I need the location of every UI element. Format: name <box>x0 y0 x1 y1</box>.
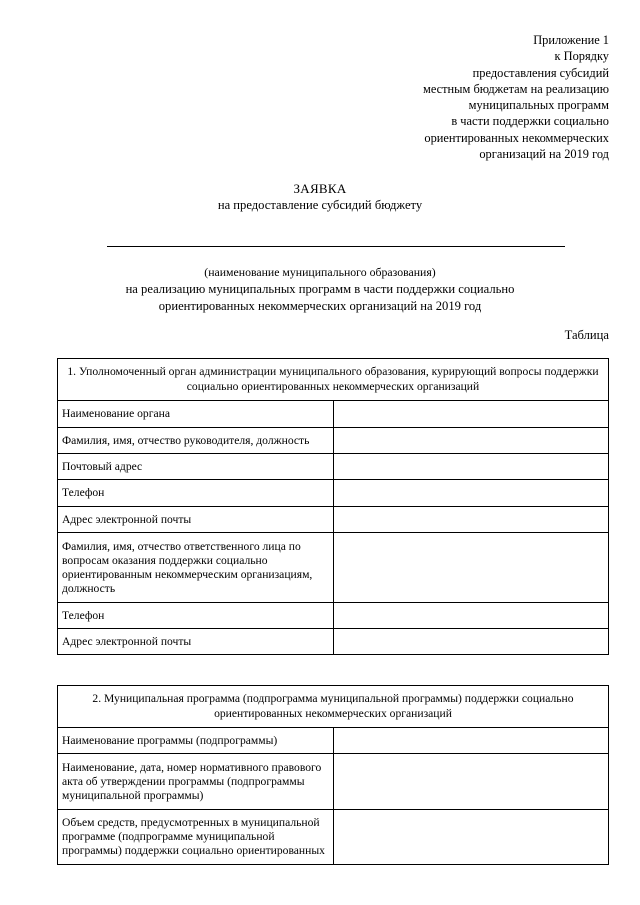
table-row <box>58 629 609 655</box>
table-row <box>58 428 609 454</box>
appendix-line: организаций на 2019 год <box>479 147 609 162</box>
table-row <box>58 480 609 507</box>
row-value-cell[interactable] <box>333 401 609 428</box>
purpose-line: на реализацию муниципальных программ в части поддержки социально <box>125 282 515 296</box>
title-main: ЗАЯВКА <box>293 181 347 196</box>
table-row <box>58 401 609 428</box>
table-row <box>58 533 609 603</box>
table-row <box>58 603 609 629</box>
table-row <box>58 728 609 754</box>
row-value-cell[interactable] <box>333 428 609 454</box>
table-row <box>58 754 609 810</box>
row-value-cell[interactable] <box>333 754 609 810</box>
row-label: Телефон <box>58 480 334 507</box>
row-value-cell[interactable] <box>333 454 609 480</box>
table-label: Таблица <box>564 328 609 342</box>
row-value-cell[interactable] <box>333 728 609 754</box>
row-label: Адрес электронной почты <box>58 507 334 533</box>
row-label: Телефон <box>58 603 334 629</box>
appendix-line: к Порядку <box>554 49 609 64</box>
appendix-line: муниципальных программ <box>468 98 609 113</box>
row-label: Фамилия, имя, отчество руководителя, должность <box>58 428 334 454</box>
section2-table <box>57 685 609 865</box>
table-row <box>58 810 609 865</box>
municipality-caption: (наименование муниципального образования) <box>204 265 436 279</box>
title-sub: на предоставление субсидий бюджету <box>217 198 423 212</box>
section2-header: 2. Муниципальная программа (подпрограмма муниципальной программы) поддержки социально ориентированных некоммерческих организаций <box>58 686 609 728</box>
purpose-line: ориентированных некоммерческих организаций на 2019 год <box>158 299 482 313</box>
row-value-cell[interactable] <box>333 810 609 865</box>
appendix-line: в части поддержки социально <box>451 114 609 129</box>
row-label: Объем средств, предусмотренных в муниципальной программе (подпрограмме муниципальной программы) поддержки социально ориентированных <box>58 810 334 865</box>
appendix-line: местным бюджетам на реализацию <box>422 81 609 96</box>
row-value-cell[interactable] <box>333 507 609 533</box>
row-value-cell[interactable] <box>333 533 609 603</box>
row-label: Почтовый адрес <box>58 454 334 480</box>
section1-table <box>57 358 609 655</box>
row-label: Фамилия, имя, отчество ответственного лица по вопросам оказания поддержки социально ориентированным некоммерческим организациям, должность <box>58 533 334 603</box>
appendix-line: Приложение 1 <box>533 33 609 47</box>
row-value-cell[interactable] <box>333 603 609 629</box>
appendix-header <box>423 32 609 162</box>
row-value-cell[interactable] <box>333 480 609 507</box>
purpose-text <box>0 281 640 315</box>
appendix-line: предоставления субсидий <box>472 65 609 80</box>
municipality-name-blank[interactable] <box>107 246 565 247</box>
table-row <box>58 507 609 533</box>
row-label: Наименование программы (подпрограммы) <box>58 728 334 754</box>
row-label: Адрес электронной почты <box>58 629 334 655</box>
appendix-line: ориентированных некоммерческих <box>424 130 609 145</box>
row-label: Наименование органа <box>58 401 334 428</box>
section1-header: 1. Уполномоченный орган администрации муниципального образования, курирующий вопросы поддержки социально ориентированных некоммерческих организаций <box>58 359 609 401</box>
table-row <box>58 454 609 480</box>
document-title <box>0 181 640 213</box>
row-value-cell[interactable] <box>333 629 609 655</box>
row-label: Наименование, дата, номер нормативного правового акта об утверждении программы (подпрограммы муниципальной программы) <box>58 754 334 810</box>
